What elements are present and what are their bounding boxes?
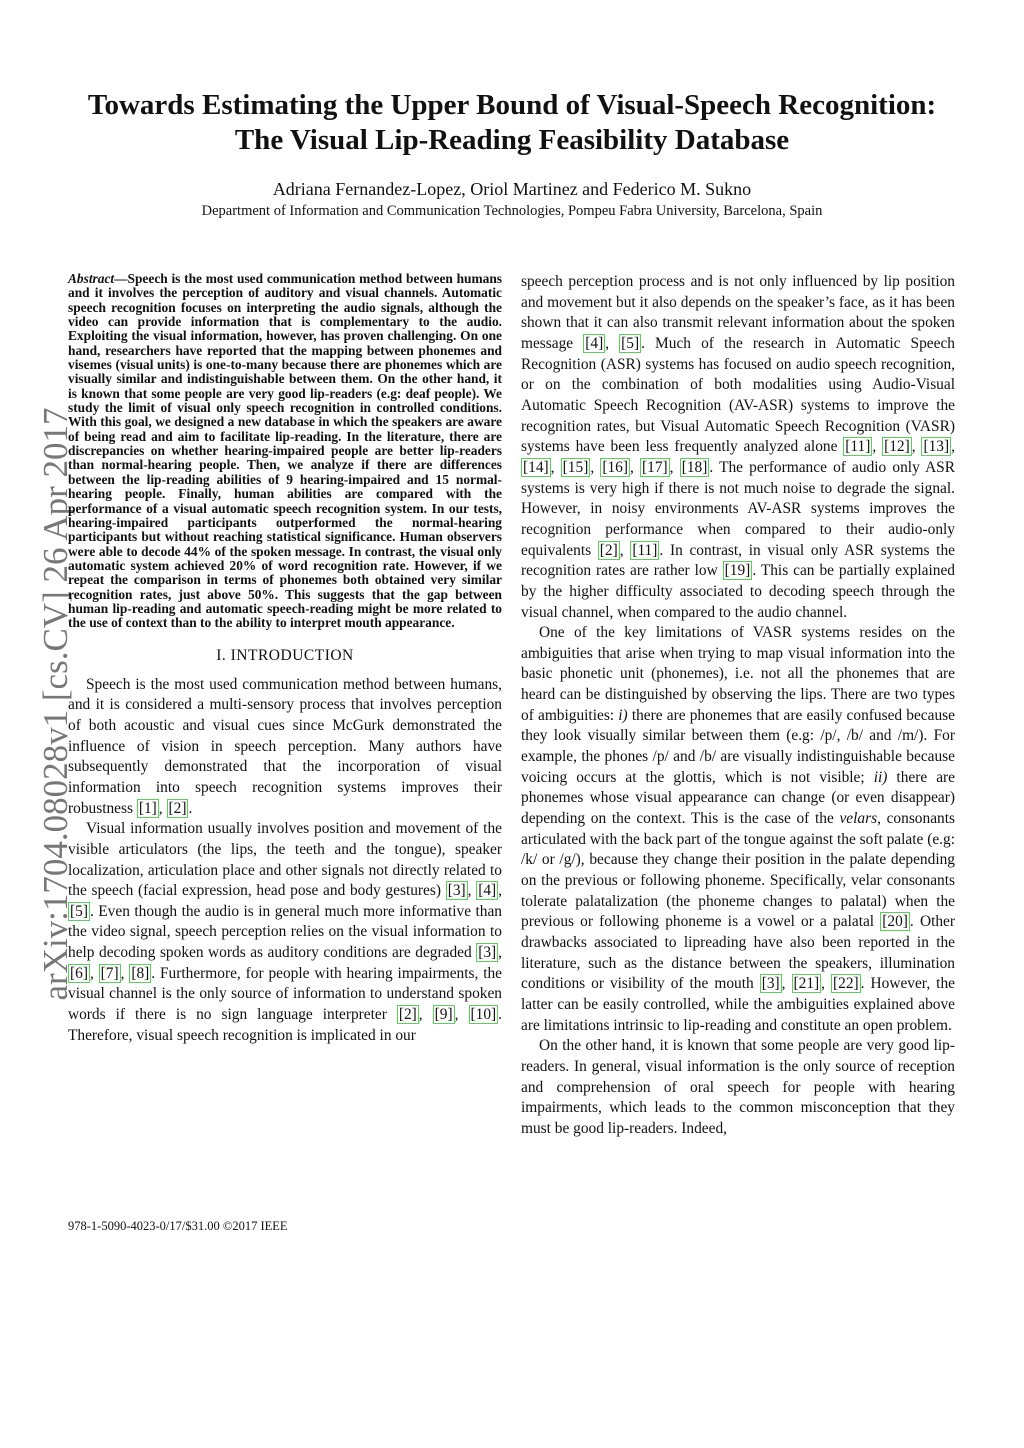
citation-link[interactable]: [3] <box>478 944 497 962</box>
citation-link[interactable]: [6] <box>70 964 88 982</box>
para-text: , <box>669 458 680 476</box>
citation-link[interactable]: [2] <box>398 1006 417 1024</box>
paper-affiliation: Department of Information and Communication Technologies, Pompeu Fabra University, Barcelona, Spain <box>201 203 823 219</box>
para-text: , <box>498 944 502 962</box>
para-text: , <box>911 438 922 456</box>
para-text: , <box>498 882 502 900</box>
citation-link[interactable]: [17] <box>642 458 668 476</box>
intro-paragraph-4 <box>521 623 955 1036</box>
title-line-1: Towards Estimating the Upper Bound of Visual-Speech Recognition: <box>87 89 937 121</box>
para-text: . Even though the audio is in general much more informative than the video signal, speech perception relies on the visual information to help decoding spoken words as auditory conditions are degraded <box>68 902 502 962</box>
citation-link[interactable]: [20] <box>882 913 908 931</box>
para-text: , consonants articulated with the back part of the tongue against the soft palate (e.g: /k/ or /g/), because they change their position in the palate depending on the previous or following phoneme. Specifically, velar consonants tolerate palatalization (the phoneme changes to palatal) when the previous or following phoneme is a vowel or a palatal <box>521 810 955 931</box>
citation-link[interactable]: [18] <box>681 458 708 476</box>
para-text: . Other drawbacks associated to lipreading have also been reported in the literature, such as the distance between the speakers, illumination conditions or visibility of the mouth <box>521 913 955 993</box>
para-text: , <box>605 334 620 352</box>
arxiv-id: arXiv:1704.08028v1 [cs.CV] 26 Apr 2017 <box>36 407 75 1001</box>
citation-link[interactable]: [21] <box>793 975 820 993</box>
para-text: there are phonemes that are easily confused because they look visually similar between them (e.g: /p/, /b/ and /m/). For example, the phones /p/ and /b/ are visually indistinguishable because voicing occurs at the glottis, which is not visible; <box>521 706 955 786</box>
citation-link[interactable]: [9] <box>434 1006 453 1024</box>
section-heading-introduction: I. INTRODUCTION <box>216 646 354 664</box>
citation-link[interactable]: [11] <box>632 541 658 559</box>
citation-link[interactable]: [12] <box>884 438 910 456</box>
para-text: . <box>188 799 193 817</box>
right-column <box>521 272 955 1140</box>
para-text: Speech is the most used communication method between humans, and it is considered a multi-sensory process that involves perception of both acoustic and visual cues since McGurk demonstrated the influence of vision in speech perception. Many authors have subsequently demonstrated that the incorporation of visual information into speech recognition systems improves their robustness <box>68 675 502 817</box>
abstract <box>68 272 502 631</box>
para-text: speech perception process and is not only influenced by lip position and movement but it also depends on the speaker’s face, as it has been shown that it can also transmit relevant information about the spoken message <box>521 273 955 352</box>
para-text: , <box>418 1006 433 1024</box>
intro-paragraph-3 <box>521 272 955 623</box>
citation-link[interactable]: [14] <box>523 458 549 476</box>
citation-link[interactable]: [22] <box>833 975 859 993</box>
citation-link[interactable]: [2] <box>168 799 187 817</box>
citation-link[interactable]: [11] <box>845 438 871 456</box>
citation-link[interactable]: [3] <box>447 882 466 900</box>
citation-link[interactable]: [3] <box>761 975 780 993</box>
paper-title <box>40 88 984 158</box>
para-text: there are phonemes whose visual appearance can change (or even disappear) depending on the context. This is the case of the <box>521 768 955 828</box>
intro-paragraph-1 <box>68 675 502 820</box>
para-text: , <box>821 975 832 993</box>
intro-paragraph-5 <box>521 1036 955 1139</box>
para-text: , <box>619 541 631 559</box>
citation-link[interactable]: [8] <box>131 964 150 982</box>
para-text: On the other hand, it is known that some people are very good lip-readers. In general, visual information is the only source of reception and comprehension of oral speech for people with hearing impairments, which leads to the common misconception that they must be good lip-readers. Indeed, <box>521 1037 955 1137</box>
para-text: . Furthermore, for people with hearing impairments, the visual channel is the only source of information to understand spoken words if there is no sign language interpreter <box>68 964 502 1024</box>
citation-link[interactable]: [13] <box>923 438 950 456</box>
para-text: . Much of the research in Automatic Speech Recognition (ASR) systems has focused on audio speech recognition, or on the combination of both modalities using Audio-Visual Automatic Speech Recognition (AV-ASR) systems to improve the recognition rates, but Visual Automatic Speech Recognition (VASR) systems have been less frequently analyzed alone <box>521 334 955 456</box>
citation-link[interactable]: [4] <box>478 882 497 900</box>
para-text: . However, the latter can be easily controlled, while the ambiguities explained above are limitations intrinsic to lip-reading and constitute an open problem. <box>521 975 955 1034</box>
citation-link[interactable]: [19] <box>724 562 751 580</box>
emphasis-text: ii) <box>873 768 888 786</box>
para-text: . In contrast, in visual only ASR systems the recognition rates are rather low <box>521 541 955 580</box>
citation-link[interactable]: [5] <box>621 334 640 352</box>
para-text: , <box>951 438 955 456</box>
para-text: . Therefore, visual speech recognition is implicated in our <box>68 1006 503 1044</box>
emphasis-text: i) <box>618 706 628 724</box>
para-text: . The performance of audio only ASR systems is very high if there is not much noise to degrade the signal. However, in noisy environments AV-ASR systems improves the recognition performance when compared to their audio-only equivalents <box>521 458 956 559</box>
citation-link[interactable]: [4] <box>585 334 604 352</box>
citation-link[interactable]: [7] <box>100 964 119 982</box>
para-text: , <box>89 964 99 982</box>
abstract-lead: Abstract <box>68 271 115 286</box>
left-column <box>68 272 502 1046</box>
para-text: , <box>467 882 477 900</box>
title-line-2: The Visual Lip-Reading Feasibility Database <box>234 124 790 156</box>
para-text: , <box>158 799 167 817</box>
para-text: , <box>630 458 641 476</box>
emphasis-text: velars <box>839 810 878 828</box>
paper-authors: Adriana Fernandez-Lopez, Oriol Martinez and Federico M. Sukno <box>272 179 752 199</box>
para-text: , <box>454 1006 469 1024</box>
citation-link[interactable]: [2] <box>599 541 618 559</box>
citation-link[interactable]: [15] <box>562 458 589 476</box>
para-text: . This can be partially explained by the higher difficulty associated to decoding speech through the visual channel, when compared to the audio channel. <box>521 562 955 621</box>
citation-link[interactable]: [1] <box>138 799 157 817</box>
para-text: , <box>781 975 792 993</box>
intro-paragraph-2 <box>68 819 502 1046</box>
citation-link[interactable]: [16] <box>602 458 628 476</box>
para-text: , <box>550 458 561 476</box>
para-text: Visual information usually involves position and movement of the visible articulators (the lips, the teeth and the tongue), speaker localization, articulation place and other signals not directly related to the speech (facial expression, head pose and body gestures) <box>68 820 502 900</box>
abstract-text: —Speech is the most used communication method between humans and it involves the perception of auditory and visual channels. Automatic speech recognition focuses on interpreting the audio signals, although the video can provide information that is complementary to the audio. Exploiting the visual information, however, has proven challenging. On one hand, researchers have reported that the mapping between phonemes and visemes (visual units) is one-to-many because there are phonemes which are visually similar and indistinguishable between them. On the other hand, it is known that some people are very good lip-readers (e.g: deaf people). We study the limit of visual only speech recognition in controlled conditions. With this goal, we designed a new database in which the speakers are aware of being read and aim to facilitate lip-reading. In the literature, there are discrepancies on whether hearing-impaired people are better lip-readers than normal-hearing people. Then, we analyze if there are differences between the lip-reading abilities of 9 hearing-impaired and 15 normal-hearing people. Finally, human abilities are compared with the performance of a visual automatic speech recognition system. In our tests, hearing-impaired participants outperformed the normal-hearing participants but without reaching statistical significance. Human observers were able to decode 44% of the spoken message. In contrast, the visual only automatic system achieved 20% of word recognition rate. However, if we repeat the comparison in terms of phonemes both obtained very similar recognition rates, just above 50%. This suggests that the gap between human lip-reading and automatic speech-reading might be more related to the use of context than to the ability to interpret mouth appearance. <box>68 271 502 631</box>
para-text: One of the key limitations of VASR systems resides on the ambiguities that arise when trying to map visual information into the basic phonetic unit (phonemes), i.e. not all the phonemes that are heard can be distinguished by observing the lips. There are two types of ambiguities: <box>521 624 955 724</box>
para-text: , <box>120 964 130 982</box>
citation-link[interactable]: [5] <box>70 902 88 920</box>
para-text: , <box>590 458 601 476</box>
copyright-notice: 978-1-5090-4023-0/17/$31.00 ©2017 IEEE <box>68 1219 288 1233</box>
para-text: , <box>872 438 883 456</box>
citation-link[interactable]: [10] <box>470 1006 497 1024</box>
